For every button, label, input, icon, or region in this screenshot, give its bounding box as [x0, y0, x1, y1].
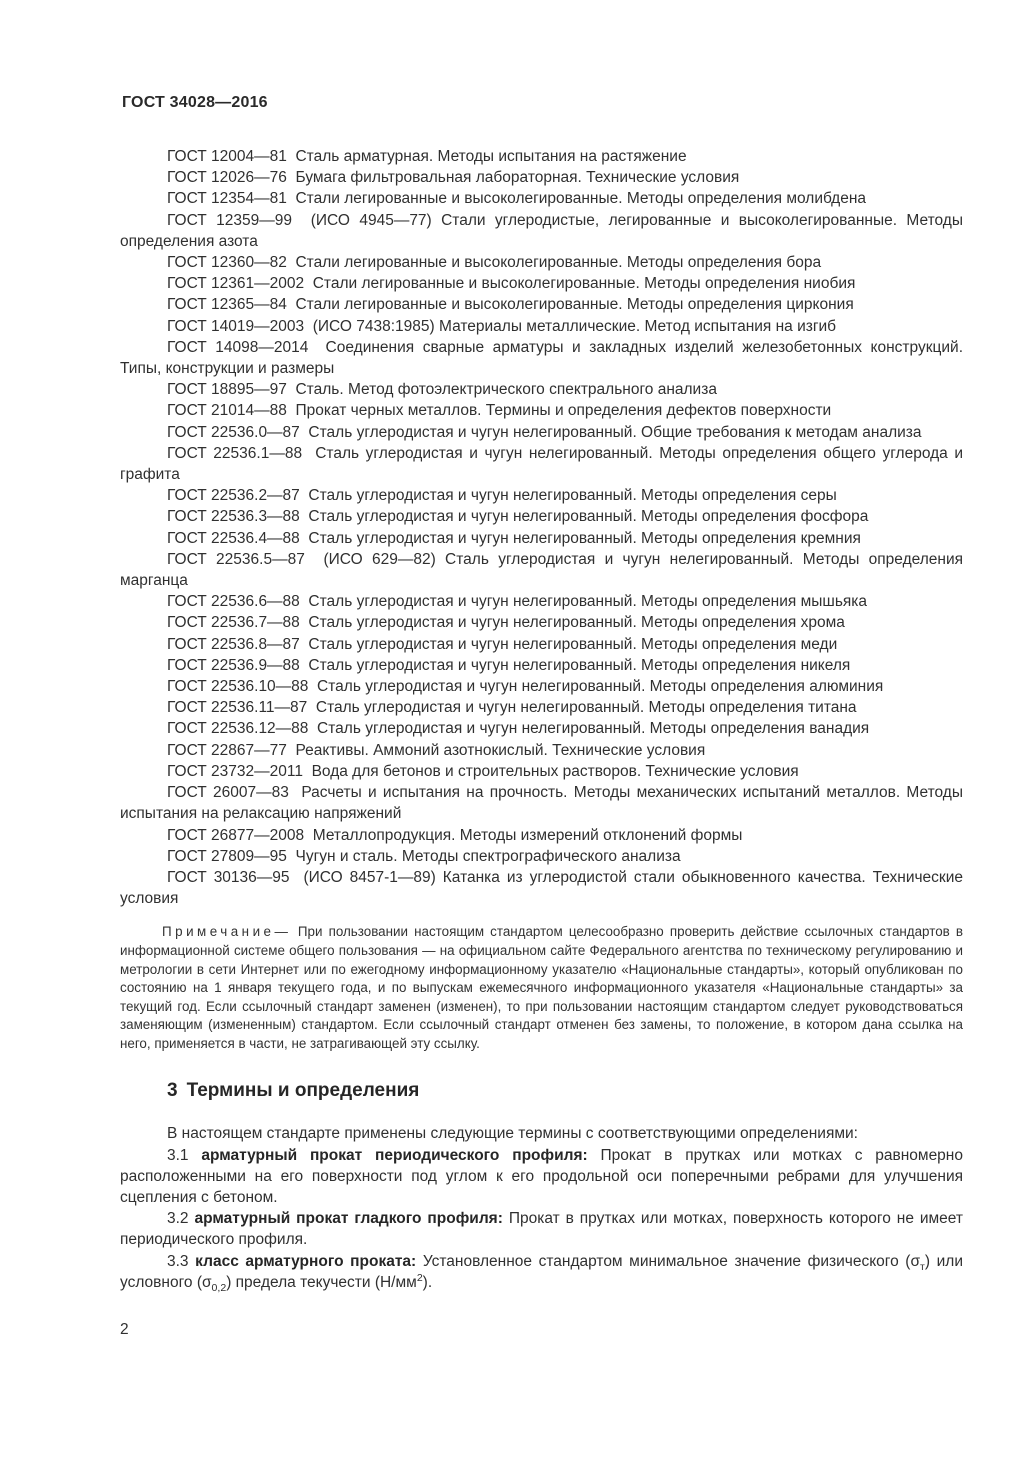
reference-item: ГОСТ 22536.10—88 Сталь углеродистая и чугун нелегированный. Методы определения алюминия — [167, 678, 884, 696]
reference-item: ГОСТ 12359—99 (ИСО 4945—77) Стали углеродистые, легированные и высоколегированные. Методы определения азота — [120, 211, 963, 250]
reference-item: ГОСТ 18895—97 Сталь. Метод фотоэлектрического спектрального анализа — [167, 381, 717, 399]
note-dash: — — [274, 924, 288, 940]
sigma-subscript: 0,2 — [211, 1281, 227, 1294]
reference-item: ГОСТ 22536.12—88 Сталь углеродистая и чугун нелегированный. Методы определения ванадия — [167, 720, 870, 738]
reference-item: ГОСТ 22536.1—88 Сталь углеродистая и чугун нелегированный. Методы определения общего углерода и графита — [120, 444, 963, 484]
term-definition — [120, 1208, 963, 1250]
term-text: Прокат в прутках или мотках, поверхность которого не имеет периодического профиля. — [120, 1210, 964, 1249]
term-definition — [120, 1145, 963, 1209]
term-text: Установленное стандартом минимальное значение физического (σ — [422, 1252, 921, 1270]
reference-item: ГОСТ 22536.0—87 Сталь углеродистая и чугун нелегированный. Общие требования к методам анализа — [167, 423, 922, 441]
term-name: арматурный прокат гладкого профиля: — [194, 1210, 503, 1228]
reference-item: ГОСТ 22536.5—87 (ИСО 629—82) Сталь углеродистая и чугун нелегированный. Методы определения марганца — [120, 550, 963, 590]
term-number: 3.3 — [167, 1252, 189, 1270]
note — [120, 923, 963, 1053]
term-text: Прокат в прутках или мотках с равномерно расположенными на его поверхности под углом к его продольной оси поперечными ребрами для улучшения сцепления с бетоном. — [120, 1146, 963, 1207]
reference-item: ГОСТ 12365—84 Стали легированные и высоколегированные. Методы определения циркония — [167, 296, 854, 314]
reference-item: ГОСТ 22536.8—87 Сталь углеродистая и чугун нелегированный. Методы определения меди — [167, 635, 838, 653]
term-name: арматурный прокат периодического профиля: — [201, 1146, 588, 1164]
section-heading — [167, 1080, 963, 1102]
term-text: ) предела текучести (Н/мм — [226, 1273, 417, 1291]
reference-item: ГОСТ 22536.4—88 Сталь углеродистая и чугун нелегированный. Методы определения кремния — [167, 529, 861, 547]
term-name: класс арматурного проката: — [195, 1252, 417, 1270]
reference-item: ГОСТ 22536.9—88 Сталь углеродистая и чугун нелегированный. Методы определения никеля — [167, 656, 851, 674]
reference-item: ГОСТ 22536.11—87 Сталь углеродистая и чугун нелегированный. Методы определения титана — [167, 699, 857, 717]
references-list — [120, 146, 963, 909]
term-text: ). — [422, 1273, 433, 1291]
section-number: 3 — [167, 1080, 178, 1102]
running-header: ГОСТ 34028—2016 — [122, 94, 268, 111]
section-intro: В настоящем стандарте применены следующие термины с соответствующими определениями: — [167, 1125, 858, 1143]
reference-item: ГОСТ 22536.6—88 Сталь углеродистая и чугун нелегированный. Методы определения мышьяка — [167, 593, 868, 611]
page-number: 2 — [120, 1321, 129, 1338]
reference-item: ГОСТ 12026—76 Бумага фильтровальная лабораторная. Технические условия — [167, 169, 740, 187]
section-title: Термины и определения — [186, 1080, 420, 1102]
reference-item: ГОСТ 12354—81 Стали легированные и высоколегированные. Методы определения молибдена — [167, 190, 867, 208]
reference-item: ГОСТ 14019—2003 (ИСО 7438:1985) Материалы металлические. Метод испытания на изгиб — [167, 317, 837, 335]
reference-item: ГОСТ 30136—95 (ИСО 8457-1—89) Катанка из углеродистой стали обыкновенного качества. Технические условия — [120, 868, 963, 908]
reference-item: ГОСТ 12360—82 Стали легированные и высоколегированные. Методы определения бора — [167, 254, 822, 272]
units-superscript: 2 — [416, 1271, 423, 1284]
page-content — [120, 146, 963, 1293]
note-label: Примечание — [162, 924, 275, 940]
reference-item: ГОСТ 22536.2—87 Сталь углеродистая и чугун нелегированный. Методы определения серы — [167, 487, 837, 505]
reference-item: ГОСТ 23732—2011 Вода для бетонов и строительных растворов. Технические условия — [167, 762, 799, 780]
reference-item: ГОСТ 22536.3—88 Сталь углеродистая и чугун нелегированный. Методы определения фосфора — [167, 508, 869, 526]
term-text: ) или условного (σ — [120, 1252, 963, 1291]
reference-item: ГОСТ 26007—83 Расчеты и испытания на прочность. Методы механических испытаний металлов. Методы испытания на релаксацию напряжений — [120, 784, 963, 823]
reference-item: ГОСТ 21014—88 Прокат черных металлов. Термины и определения дефектов поверхности — [167, 402, 832, 420]
reference-item: ГОСТ 12361—2002 Стали легированные и высоколегированные. Методы определения ниобия — [167, 275, 856, 293]
reference-item: ГОСТ 22536.7—88 Сталь углеродистая и чугун нелегированный. Методы определения хрома — [167, 614, 845, 632]
note-paragraph — [120, 923, 963, 1053]
reference-item: ГОСТ 26877—2008 Металлопродукция. Методы измерений отклонений формы — [167, 826, 743, 844]
term-number: 3.2 — [167, 1210, 189, 1228]
reference-item: ГОСТ 22867—77 Реактивы. Аммоний азотнокислый. Технические условия — [167, 741, 706, 759]
reference-item: ГОСТ 27809—95 Чугун и сталь. Методы спектрографического анализа — [167, 847, 681, 865]
term-number: 3.1 — [167, 1146, 189, 1164]
reference-item: ГОСТ 14098—2014 Соединения сварные арматуры и закладных изделий железобетонных конструкций. Типы, конструкции и размеры — [120, 338, 963, 378]
term-definition — [120, 1251, 963, 1293]
sigma-subscript: т — [920, 1260, 925, 1273]
reference-item: ГОСТ 12004—81 Сталь арматурная. Методы испытания на растяжение — [167, 148, 687, 165]
note-text: При пользовании настоящим стандартом целесообразно проверить действие ссылочных стандартов в информационной системе общего пользования — на официальном сайте Федерального агентства по техническому регулированию и метрологии в сети Интернет или по ежегодному информационному указателю «Национальные стандарты», который опубликован по состоянию на 1 января текущего года, и по выпускам ежемесячного информационного указателя «Национальные стандарты» за текущий год. Если ссылочный стандарт заменен (изменен), то при пользовании настоящим стандартом следует руководствоваться заменяющим (измененным) стандартом. Если ссылочный стандарт отменен без замены, то положение, в котором дана ссылка на него, применяется в части, не затрагивающей эту ссылку. — [120, 924, 963, 1051]
